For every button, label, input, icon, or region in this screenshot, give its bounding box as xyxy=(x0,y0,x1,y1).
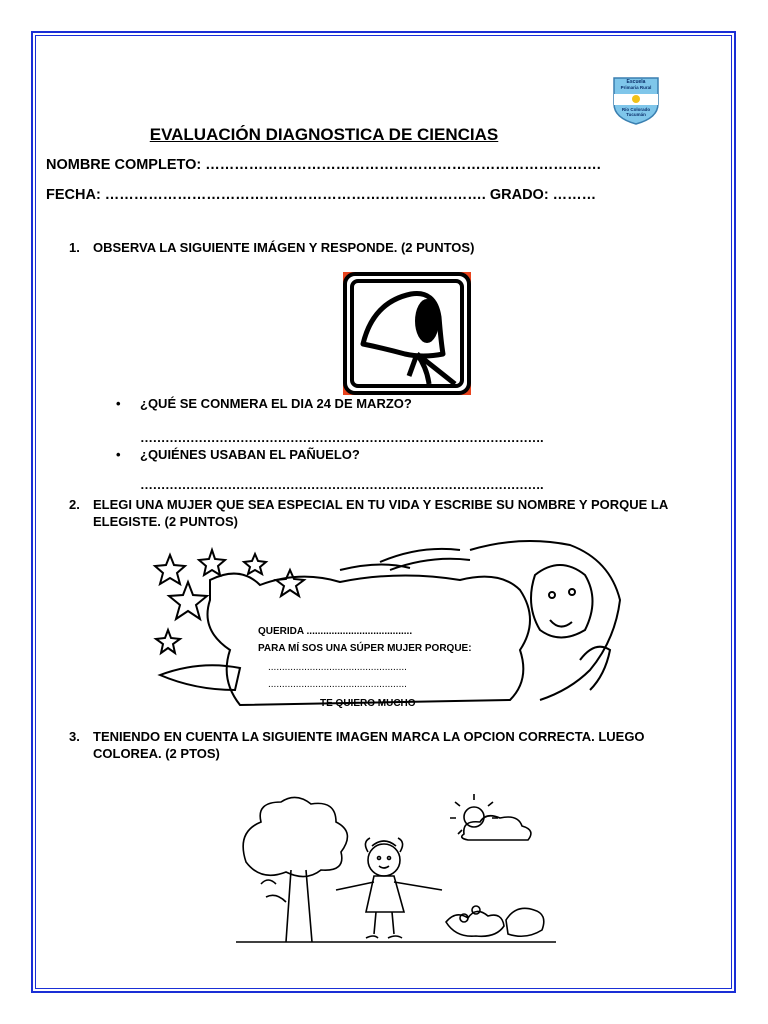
svg-text:PARA MÍ SOS UNA SÚPER MUJER PO: PARA MÍ SOS UNA SÚPER MUJER PORQUE: xyxy=(258,643,472,654)
question-text: OBSERVA LA SIGUIENTE IMÁGEN Y RESPONDE. (2 PUNTOS) xyxy=(93,240,475,255)
question-3 xyxy=(69,728,709,762)
question-number: 2. xyxy=(69,497,80,512)
question-text: TENIENDO EN CUENTA LA SIGUIENTE IMAGEN MARCA LA OPCION CORRECTA. LUEGO COLOREA. (2 PTOS) xyxy=(93,729,645,761)
question-1 xyxy=(69,239,709,256)
svg-text:Tucumán: Tucumán xyxy=(626,112,646,117)
date-grade-field-line[interactable]: FECHA: ……………………………………………………………………. GRADO: ……… xyxy=(46,187,597,203)
svg-text:Primaria Rural: Primaria Rural xyxy=(620,85,652,90)
special-woman-card-illustration xyxy=(140,540,630,712)
question-2 xyxy=(69,496,709,530)
svg-text:TE QUIERO MUCHO: TE QUIERO MUCHO xyxy=(320,698,416,709)
svg-text:QUERIDA ......................: QUERIDA ...................................... xyxy=(258,626,413,637)
svg-text:..............................: .................................................. xyxy=(268,679,407,690)
page-title: EVALUACIÓN DIAGNOSTICA DE CIENCIAS xyxy=(149,125,499,144)
svg-text:Escuela: Escuela xyxy=(626,79,646,85)
question-number: 1. xyxy=(69,240,80,255)
question-text: ELEGI UNA MUJER QUE SEA ESPECIAL EN TU VIDA Y ESCRIBE SU NOMBRE Y PORQUE LA ELEGISTE. (2 PUNTOS) xyxy=(93,497,668,529)
girl-under-sun-illustration xyxy=(236,792,556,947)
name-field-line[interactable]: NOMBRE COMPLETO: ………………………………………………………………………. xyxy=(46,157,601,173)
school-seal-logo xyxy=(610,74,662,126)
sub-question-2: • ¿QUIÉNES USABAN EL PAÑUELO? xyxy=(116,447,360,462)
question-number: 3. xyxy=(69,729,80,744)
svg-text:..............................: .................................................. xyxy=(268,662,407,673)
white-headscarf-icon xyxy=(343,272,471,395)
answer-line-2[interactable]: ……………………………………………………………………………………. xyxy=(140,477,544,492)
svg-text:Río Colorado: Río Colorado xyxy=(621,107,651,112)
sub-question-1: • ¿QUÉ SE CONMERA EL DIA 24 DE MARZO? xyxy=(116,396,412,411)
answer-line-1[interactable]: ……………………………………………………………………………………. xyxy=(140,430,544,445)
